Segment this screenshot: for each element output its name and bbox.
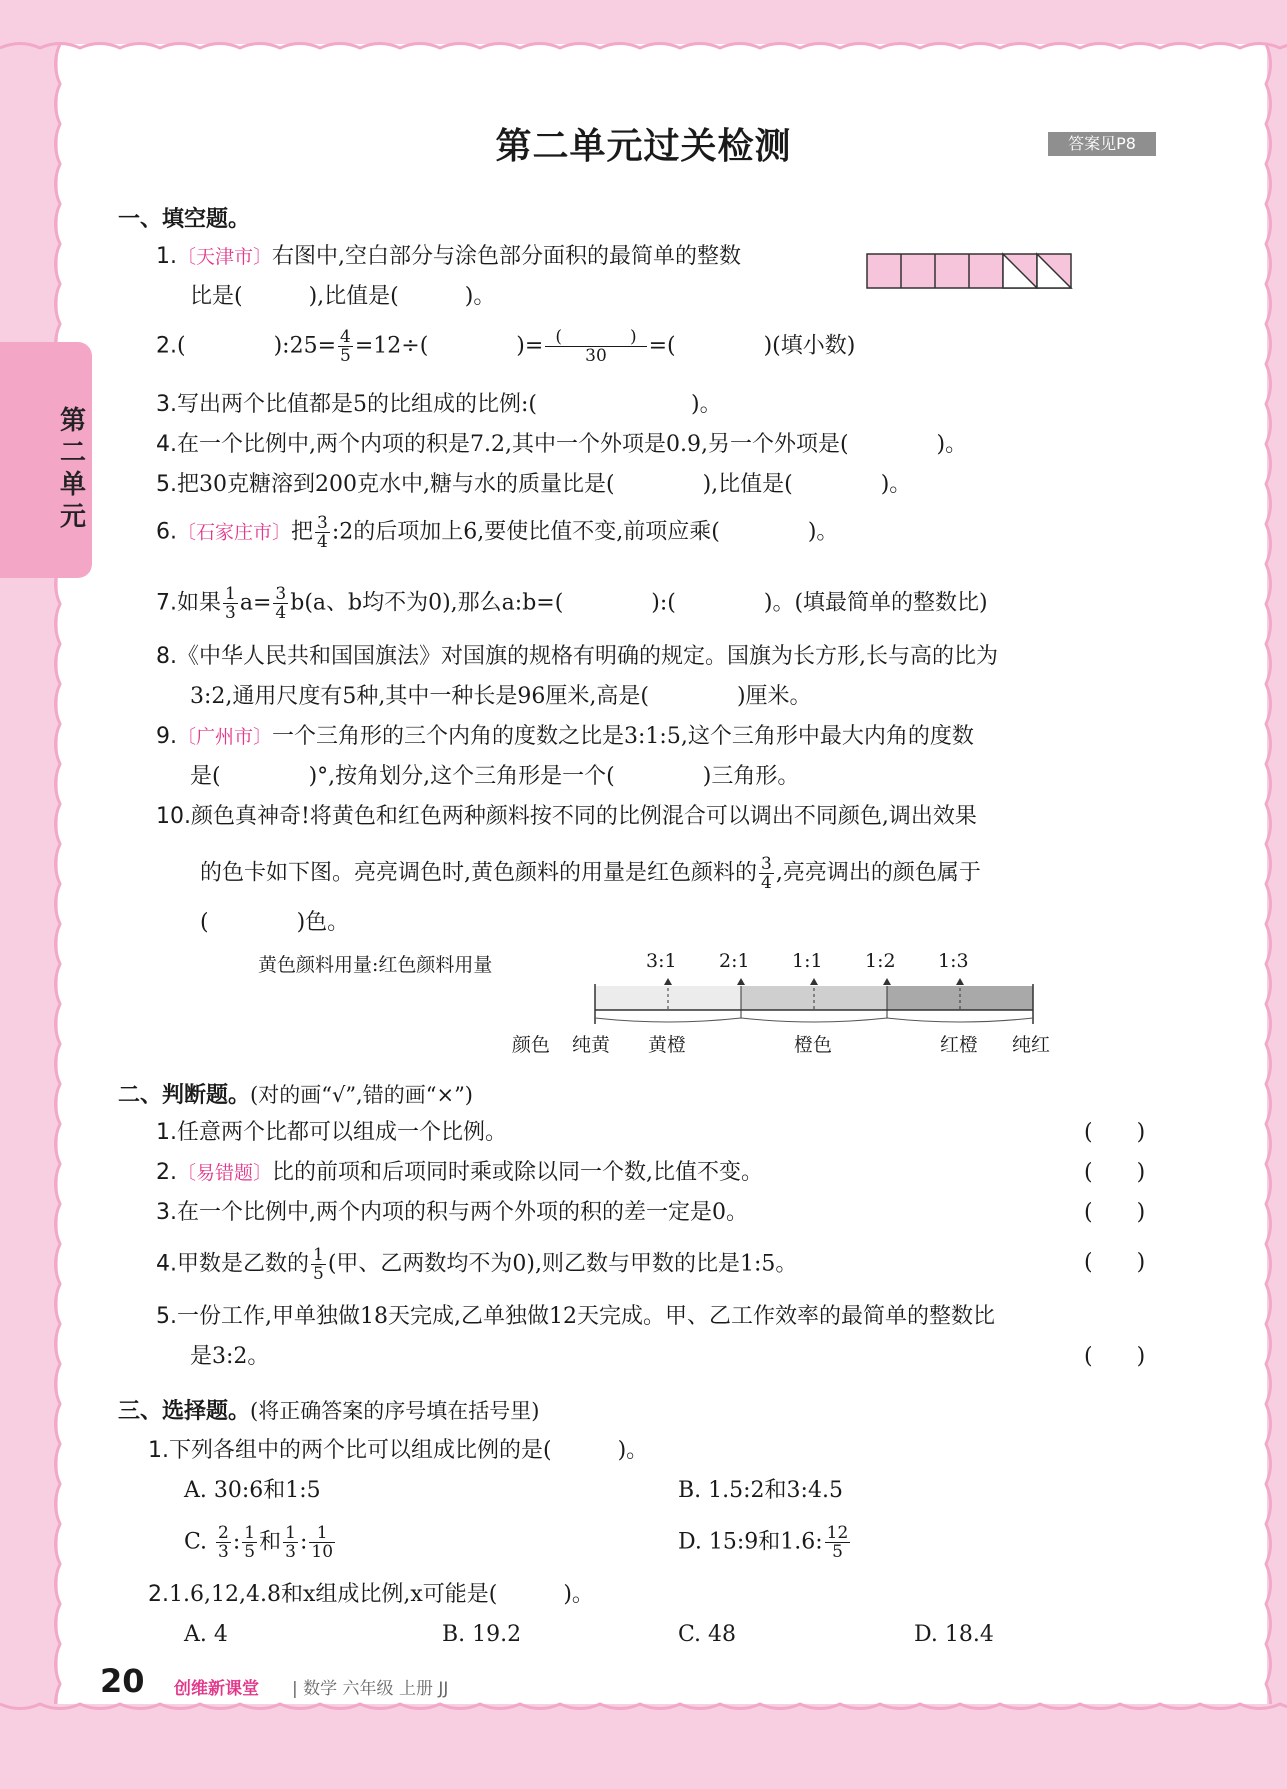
fraction [242, 1524, 257, 1561]
choice-option-c[interactable] [184, 1524, 337, 1561]
fraction [223, 585, 238, 622]
region-tag: 〔天津市〕 [177, 246, 273, 268]
q-text: 写出两个比值都是5的比组成的比例:( )。 [177, 392, 722, 417]
q-text: 《中华人民共和国国旗法》对国旗的规格有明确的规定。国旗为长方形,长与高的比为 [177, 644, 998, 669]
q-text: ,亮亮调出的颜色属于 [775, 860, 981, 886]
side-tab-char: 二 [59, 438, 86, 468]
q-number: 1. [148, 1438, 169, 1463]
numerator: 1 [225, 584, 236, 604]
fraction [825, 1524, 851, 1561]
numerator: 3 [317, 513, 328, 533]
q-text: =( )(填小数) [648, 333, 856, 359]
color-red-orange: 红橙 [940, 1034, 979, 1056]
q-number: 9. [156, 724, 177, 749]
fraction [283, 1524, 298, 1561]
q-number: 3. [156, 1200, 177, 1225]
q-number: 6. [156, 519, 177, 545]
question-1-line2: 比是( ),比值是( )。 [190, 284, 496, 309]
q-number: 5. [156, 1304, 177, 1329]
q-text: 下列各组中的两个比可以组成比例的是( )。 [169, 1438, 649, 1463]
side-tab-char: 单 [59, 470, 86, 500]
colon: : [299, 1529, 308, 1555]
numerator: 1 [313, 1245, 324, 1265]
ratio-axis-label: 黄色颜料用量:红色颜料用量 [258, 954, 493, 976]
denominator: 4 [761, 873, 772, 893]
choice-option-c[interactable]: C. 48 [678, 1622, 737, 1647]
denominator: 3 [285, 1542, 296, 1562]
q-text: 任意两个比都可以组成一个比例。 [177, 1120, 508, 1145]
page-title: 第二单元过关检测 [495, 126, 792, 167]
q-text: 把30克糖溶到200克水中,糖与水的质量比是( ),比值是( )。 [177, 472, 912, 497]
q-text: 一份工作,甲单独做18天完成,乙单独做12天完成。甲、乙工作效率的最简单的整数比 [177, 1304, 995, 1329]
q-text: 的色卡如下图。亮亮调色时,黄色颜料的用量是红色颜料的 [200, 860, 757, 886]
q-number: 1. [156, 1120, 177, 1145]
numerator: 1 [309, 1524, 335, 1543]
answer-paren[interactable]: ( ) [1084, 1200, 1146, 1225]
color-strip [588, 978, 1048, 1026]
question-5 [156, 470, 911, 500]
numerator: ( ) [545, 328, 646, 347]
q-text: 右图中,空白部分与涂色部分面积的最简单的整数 [272, 244, 742, 269]
q-text: :2的后项加上6,要使比值不变,前项应乘( )。 [331, 519, 839, 545]
numerator: 4 [340, 327, 351, 347]
side-tab-char: 元 [59, 502, 86, 532]
numerator: 1 [244, 1523, 256, 1543]
q-number: 5. [156, 472, 177, 497]
fraction [216, 1524, 231, 1561]
choice-option-a[interactable]: A. 30:6和1:5 [184, 1478, 321, 1503]
section-title: 三、选择题。 [118, 1399, 251, 1424]
answer-paren[interactable]: ( ) [1084, 1120, 1146, 1145]
ratio-tick-1-2: 1:2 [865, 950, 896, 972]
region-tag: 〔广州市〕 [177, 726, 273, 748]
fraction [309, 1524, 335, 1561]
q-text: 比的前项和后项同时乘或除以同一个数,比值不变。 [272, 1160, 764, 1185]
numerator: 12 [826, 1523, 849, 1543]
q-number: 2. [148, 1582, 169, 1607]
ratio-tick-2-1: 2:1 [719, 950, 750, 972]
option-label: D. 15:9和1.6: [678, 1529, 823, 1555]
question-3 [156, 390, 722, 420]
judge-item-4 [156, 1246, 797, 1283]
q-number: 7. [156, 590, 177, 616]
page-number: 20 [100, 1662, 145, 1700]
section-note: (对的画“√”,错的画“×”) [250, 1083, 473, 1107]
q-number: 8. [156, 644, 177, 669]
fraction [311, 1246, 326, 1283]
q-text: 如果 [177, 590, 222, 616]
numerator: 2 [218, 1523, 229, 1543]
denominator: 5 [313, 1264, 324, 1284]
option-label: C. [184, 1529, 208, 1555]
judge-item-5-line2: 是3:2。 [190, 1344, 270, 1369]
q-text: 1.6,12,4.8和x组成比例,x可能是( )。 [169, 1582, 594, 1607]
fraction [273, 585, 288, 622]
question-10-line1 [156, 802, 977, 832]
choice-option-d[interactable] [678, 1524, 852, 1561]
choice-option-b[interactable]: B. 1.5:2和3:4.5 [678, 1478, 843, 1503]
denominator: 5 [244, 1542, 256, 1562]
q-text: 在一个比例中,两个内项的积是7.2,其中一个外项是0.9,另一个外项是( )。 [177, 432, 968, 457]
denominator: 10 [311, 1542, 334, 1562]
judge-item-1 [156, 1118, 507, 1148]
section1-heading: 一、填空题。 [118, 207, 251, 232]
q-number: 3. [156, 392, 177, 417]
side-tab-char: 第 [59, 406, 86, 436]
q-number: 1. [156, 244, 177, 269]
ratio-tick-3-1: 3:1 [646, 950, 677, 972]
question-10-line2 [200, 855, 981, 892]
q-number: 2. [156, 1160, 177, 1185]
question-8-line1 [156, 642, 998, 672]
answer-paren[interactable]: ( ) [1084, 1344, 1146, 1369]
area-figure [866, 252, 1074, 290]
ratio-tick-1-1: 1:1 [792, 950, 823, 972]
section-note: (将正确答案的序号填在括号里) [250, 1399, 540, 1423]
choice-question-2 [148, 1580, 594, 1610]
choice-option-a[interactable]: A. 4 [184, 1622, 228, 1647]
side-tab-label [58, 405, 88, 533]
question-7 [156, 585, 988, 622]
tricky-tag: 〔易错题〕 [177, 1162, 273, 1184]
q-text: 甲数是乙数的 [177, 1251, 310, 1277]
color-pure-yellow: 纯黄 [572, 1034, 611, 1056]
denominator: 3 [218, 1542, 229, 1562]
numerator: 3 [275, 584, 287, 604]
color-yellow-orange: 黄橙 [648, 1034, 687, 1056]
color-orange: 橙色 [794, 1034, 833, 1056]
judge-item-2 [156, 1158, 763, 1188]
choice-question-1 [148, 1436, 648, 1466]
judge-item-5-line1 [156, 1302, 995, 1332]
color-pure-red: 纯红 [1012, 1034, 1051, 1056]
question-6 [156, 514, 838, 551]
answer-paren[interactable]: ( ) [1084, 1160, 1146, 1185]
question-2 [156, 328, 855, 365]
and-text: 和 [259, 1529, 282, 1555]
question-1-line1 [156, 242, 741, 272]
q-text: 一个三角形的三个内角的度数之比是3:1:5,这个三角形中最大内角的度数 [272, 724, 974, 749]
brand-name: 创维新课堂 [174, 1679, 259, 1699]
question-9-line1 [156, 722, 974, 752]
q-text: 在一个比例中,两个内项的积与两个外项的积的差一定是0。 [177, 1200, 748, 1225]
choice-option-d[interactable]: D. 18.4 [914, 1622, 994, 1647]
fraction [338, 328, 353, 365]
section2-heading [118, 1078, 473, 1109]
answer-ref-badge: 答案见P8 [1048, 132, 1156, 156]
q-number: 4. [156, 1251, 177, 1277]
colon: : [232, 1529, 241, 1555]
color-axis-label: 颜色 [512, 1034, 551, 1056]
q-text: ( ):25= [177, 333, 337, 359]
fraction [759, 855, 774, 892]
judge-item-3 [156, 1198, 748, 1228]
q-number: 2. [156, 333, 177, 359]
q-number: 10. [156, 804, 191, 829]
q-text: =12÷( )= [354, 333, 544, 359]
denominator: 5 [340, 346, 351, 366]
ratio-tick-1-3: 1:3 [938, 950, 969, 972]
fraction [545, 328, 646, 365]
question-4 [156, 430, 967, 460]
book-info: | 数学 六年级 上册 JJ [292, 1679, 449, 1699]
denominator: 4 [275, 603, 287, 623]
choice-option-b[interactable]: B. 19.2 [442, 1622, 522, 1647]
q-number: 4. [156, 432, 177, 457]
denominator: 30 [585, 346, 607, 366]
region-tag: 〔石家庄市〕 [177, 521, 292, 544]
section3-heading [118, 1394, 539, 1425]
numerator: 1 [285, 1523, 296, 1543]
q-text: a= [239, 590, 272, 616]
q-text: b(a、b均不为0),那么a:b=( ):( )。(填最简单的整数比) [290, 590, 988, 616]
section-title: 二、判断题。 [118, 1083, 251, 1108]
q-text: 把 [291, 519, 314, 545]
question-10-line3: ( )色。 [200, 910, 350, 935]
denominator: 4 [317, 532, 328, 552]
denominator: 3 [225, 603, 236, 623]
q-text: (甲、乙两数均不为0),则乙数与甲数的比是1:5。 [327, 1251, 798, 1277]
numerator: 3 [761, 854, 772, 874]
question-8-line2: 3:2,通用尺度有5种,其中一种长是96厘米,高是( )厘米。 [190, 684, 812, 709]
question-9-line2: 是( )°,按角划分,这个三角形是一个( )三角形。 [190, 764, 800, 789]
answer-paren[interactable]: ( ) [1084, 1250, 1146, 1275]
fraction [315, 514, 330, 551]
q-text: 颜色真神奇!将黄色和红色两种颜料按不同的比例混合可以调出不同颜色,调出效果 [191, 804, 977, 829]
denominator: 5 [832, 1542, 843, 1562]
